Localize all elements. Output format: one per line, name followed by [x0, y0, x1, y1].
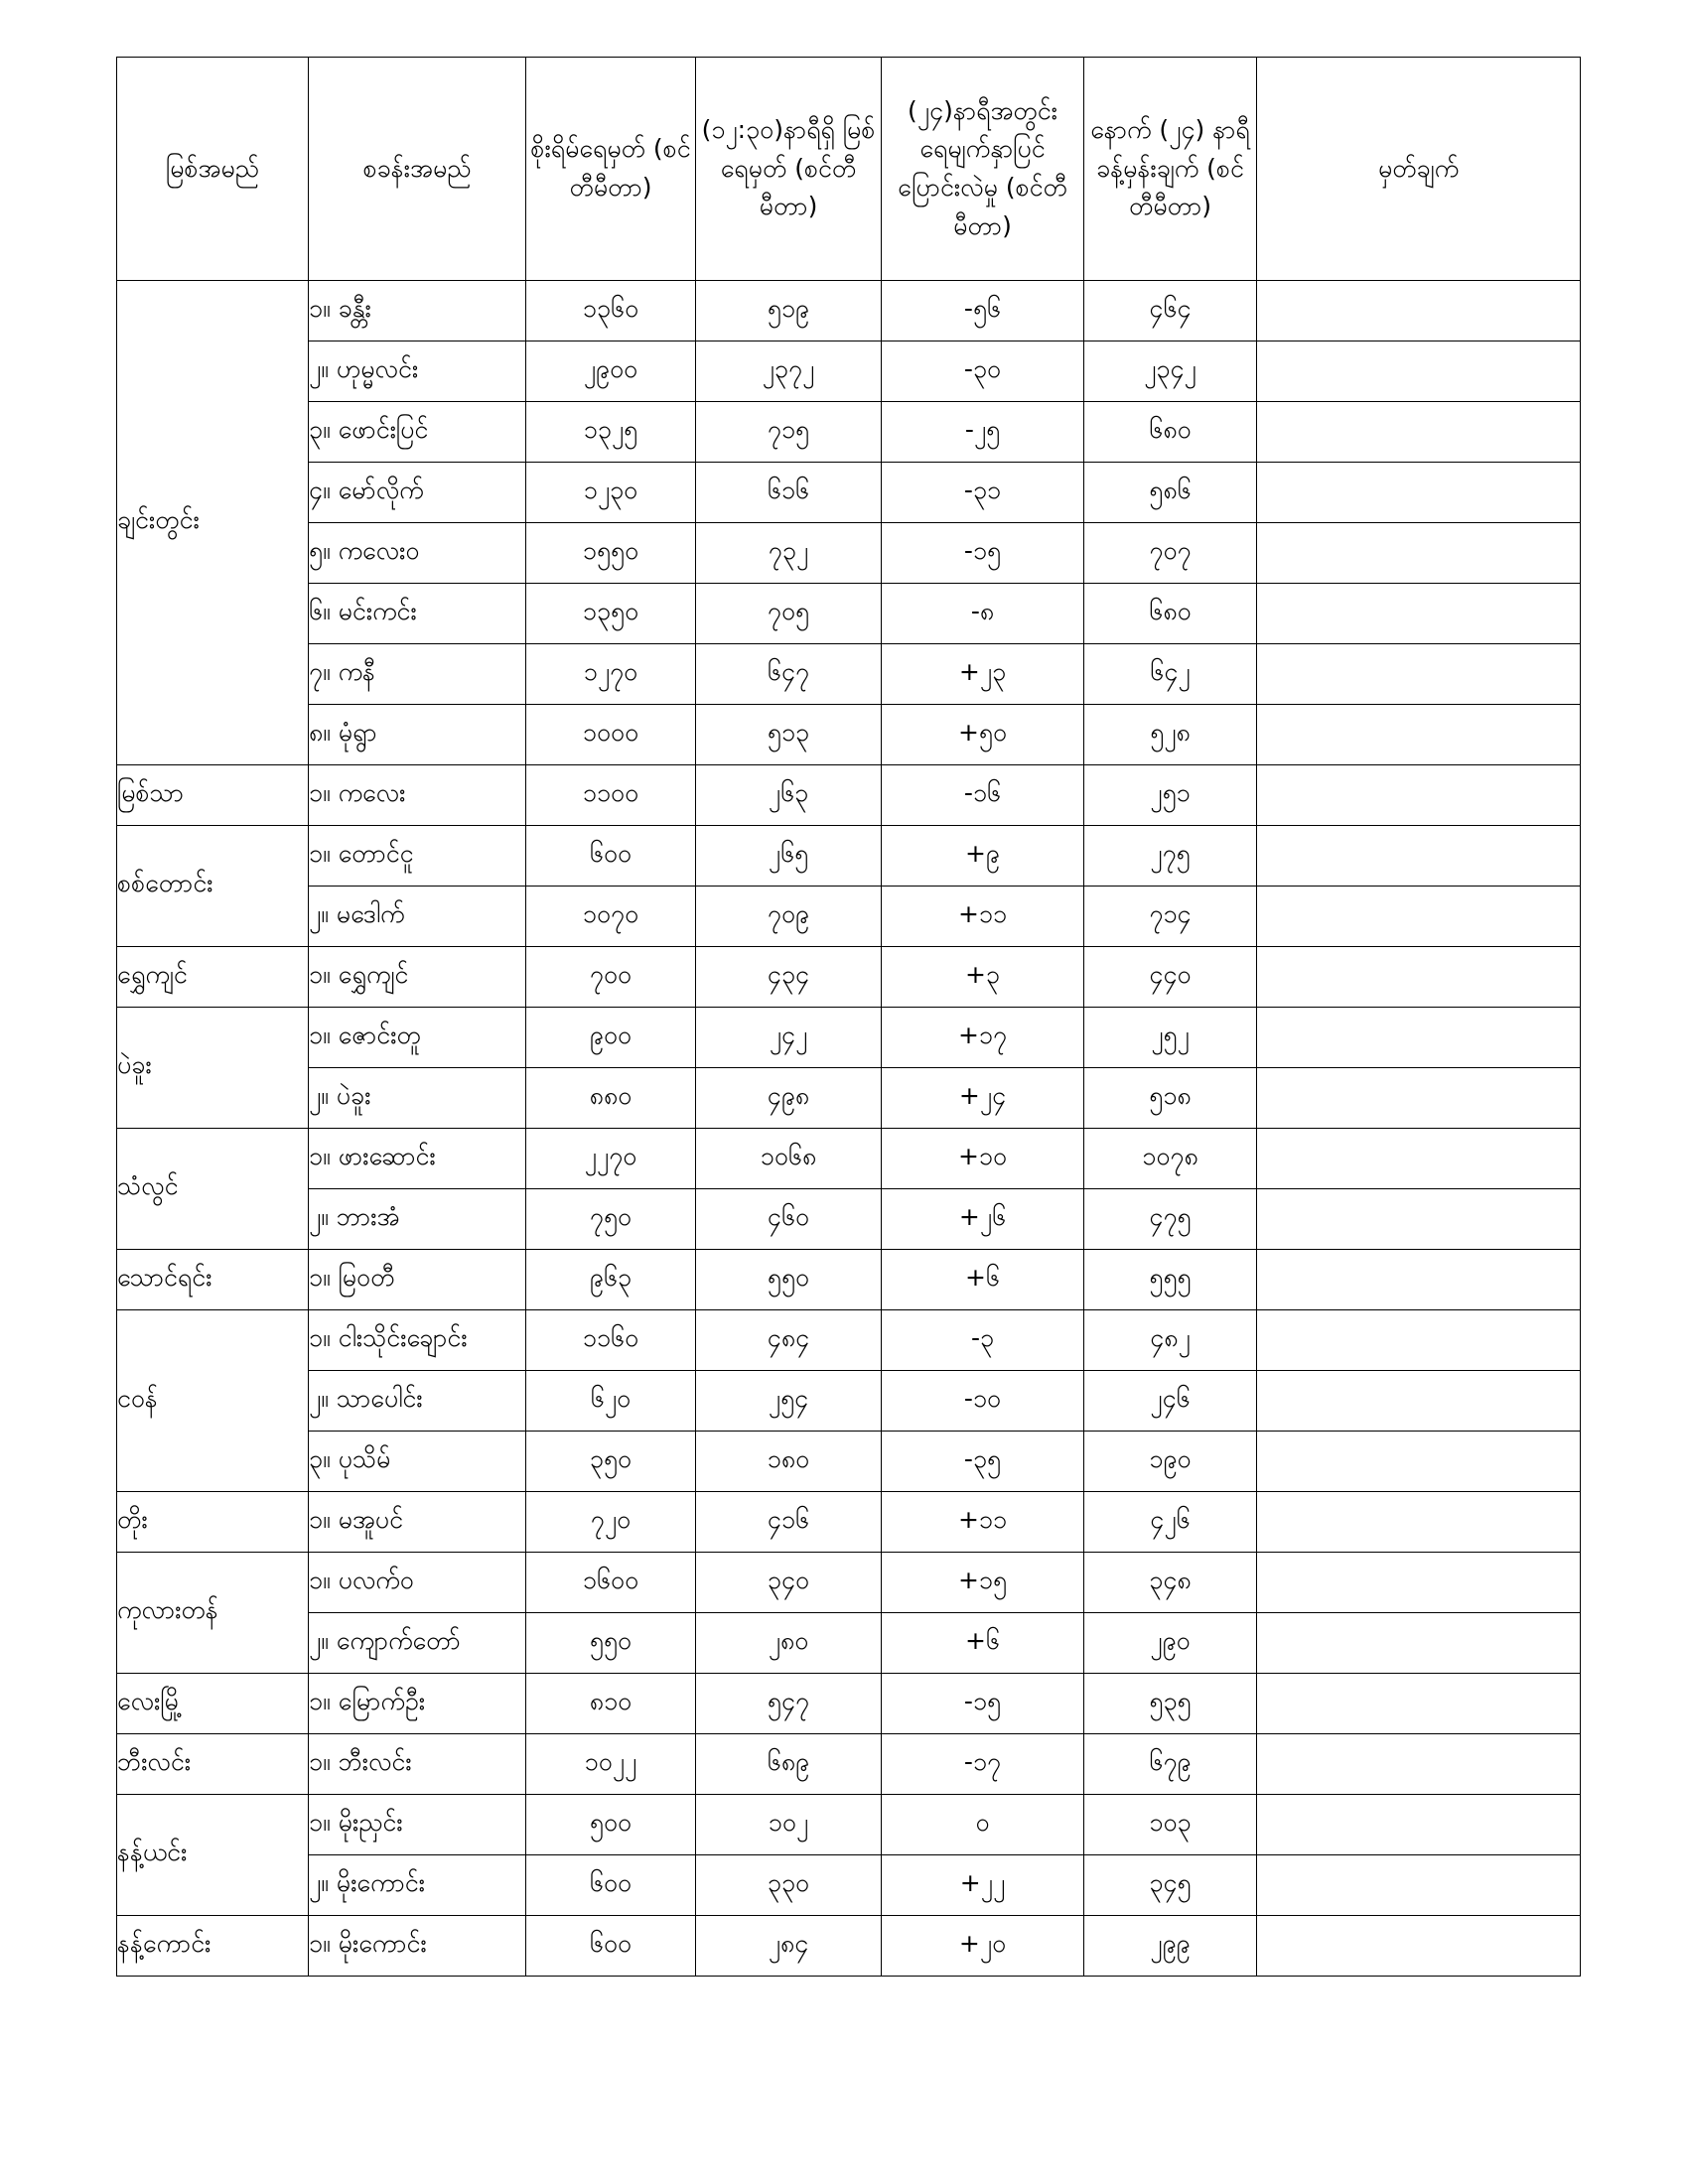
river-name-cell: နန့်ကောင်း [117, 1916, 309, 1977]
current-level-cell: ၄၁၆ [696, 1492, 882, 1553]
remarks-cell [1257, 644, 1581, 705]
current-level-cell: ၄၈၄ [696, 1310, 882, 1371]
forecast-cell: ၂၉၉ [1084, 1916, 1257, 1977]
current-level-cell: ၇၀၅ [696, 584, 882, 644]
current-level-cell: ၅၅၀ [696, 1250, 882, 1310]
remarks-cell [1257, 1613, 1581, 1674]
forecast-cell: ၄၂၆ [1084, 1492, 1257, 1553]
table-row [117, 1674, 1581, 1734]
danger-level-cell: ၅၀၀ [526, 1795, 696, 1855]
danger-level-cell: ၆၀၀ [526, 1916, 696, 1977]
change-cell: -၃၀ [882, 341, 1084, 402]
current-level-cell: ၂၃၇၂ [696, 341, 882, 402]
station-name-cell: ၁။ မြဝတီ [309, 1250, 526, 1310]
remarks-cell [1257, 1432, 1581, 1492]
forecast-cell: ၂၇၅ [1084, 826, 1257, 887]
forecast-cell: ၅၅၅ [1084, 1250, 1257, 1310]
forecast-cell: ၇၀၇ [1084, 523, 1257, 584]
station-name-cell: ၁။ ကလေး [309, 765, 526, 826]
forecast-cell: ၂၄၆ [1084, 1371, 1257, 1432]
station-name-cell: ၁။ မိုးညှင်း [309, 1795, 526, 1855]
forecast-cell: ၃၄၈ [1084, 1553, 1257, 1613]
forecast-cell: ၄၇၅ [1084, 1189, 1257, 1250]
station-name-cell: ၁။ မြောက်ဦး [309, 1674, 526, 1734]
remarks-cell [1257, 1310, 1581, 1371]
change-cell: -၁၀ [882, 1371, 1084, 1432]
current-level-cell: ၂၆၃ [696, 765, 882, 826]
remarks-cell [1257, 523, 1581, 584]
danger-level-cell: ၁၂၃၀ [526, 463, 696, 523]
change-cell: -၁၇ [882, 1734, 1084, 1795]
station-name-cell: ၈။ မုံရွာ [309, 705, 526, 765]
remarks-cell [1257, 1371, 1581, 1432]
current-level-cell: ၆၁၆ [696, 463, 882, 523]
table-row [117, 523, 1581, 584]
change-cell: +၂၀ [882, 1916, 1084, 1977]
station-name-cell: ၁။ ဖားဆောင်း [309, 1129, 526, 1189]
header-24h-change: (၂၄)နာရီအတွင်း ရေမျက်နှာပြင် ပြောင်းလဲမှု (စင်တီမီတာ) [882, 58, 1084, 281]
forecast-cell: ၂၃၄၂ [1084, 341, 1257, 402]
change-cell: -၁၅ [882, 523, 1084, 584]
remarks-cell [1257, 584, 1581, 644]
danger-level-cell: ၇၂၀ [526, 1492, 696, 1553]
table-row [117, 947, 1581, 1008]
forecast-cell: ၆၄၂ [1084, 644, 1257, 705]
header-river: မြစ်အမည် [117, 58, 309, 281]
change-cell: +၂၂ [882, 1855, 1084, 1916]
current-level-cell: ၄၉၈ [696, 1068, 882, 1129]
remarks-cell [1257, 705, 1581, 765]
table-row [117, 1068, 1581, 1129]
station-name-cell: ၁။ ရွှေကျင် [309, 947, 526, 1008]
station-name-cell: ၅။ ကလေးဝ [309, 523, 526, 584]
change-cell: +၂၆ [882, 1189, 1084, 1250]
table-row [117, 1613, 1581, 1674]
river-name-cell: ပဲခူး [117, 1008, 309, 1129]
table-row [117, 1855, 1581, 1916]
station-name-cell: ၂။ မဒေါက် [309, 887, 526, 947]
change-cell: +၆ [882, 1250, 1084, 1310]
table-row [117, 281, 1581, 341]
table-row [117, 463, 1581, 523]
river-name-cell: သောင်ရင်း [117, 1250, 309, 1310]
current-level-cell: ၅၁၃ [696, 705, 882, 765]
table-row [117, 644, 1581, 705]
river-name-cell: ကုလားတန် [117, 1553, 309, 1674]
water-level-table [116, 57, 1581, 1977]
danger-level-cell: ၁၃၂၅ [526, 402, 696, 463]
change-cell: +၉ [882, 826, 1084, 887]
change-cell: -၃၅ [882, 1432, 1084, 1492]
remarks-cell [1257, 463, 1581, 523]
change-cell: -၃၁ [882, 463, 1084, 523]
table-row [117, 1008, 1581, 1068]
forecast-cell: ၅၈၆ [1084, 463, 1257, 523]
current-level-cell: ၅၄၇ [696, 1674, 882, 1734]
station-name-cell: ၂။ ဘားအံ [309, 1189, 526, 1250]
current-level-cell: ၃၄၀ [696, 1553, 882, 1613]
table-row [117, 1432, 1581, 1492]
danger-level-cell: ၁၀၂၂ [526, 1734, 696, 1795]
danger-level-cell: ၂၉၀၀ [526, 341, 696, 402]
table-row [117, 1492, 1581, 1553]
danger-level-cell: ၁၃၅၀ [526, 584, 696, 644]
forecast-cell: ၅၂၈ [1084, 705, 1257, 765]
header-remarks: မှတ်ချက် [1257, 58, 1581, 281]
change-cell: +၂၄ [882, 1068, 1084, 1129]
header-forecast: နောက် (၂၄) နာရီ ခန့်မှန်းချက် (စင်တီမီတာ) [1084, 58, 1257, 281]
change-cell: +၁၁ [882, 1492, 1084, 1553]
header-station: စခန်းအမည် [309, 58, 526, 281]
table-row [117, 1795, 1581, 1855]
current-level-cell: ၂၈၀ [696, 1613, 882, 1674]
change-cell: +၁၀ [882, 1129, 1084, 1189]
change-cell: +၁၇ [882, 1008, 1084, 1068]
header-danger-level: စိုးရိမ်ရေမှတ် (စင်တီမီတာ) [526, 58, 696, 281]
change-cell: -၃ [882, 1310, 1084, 1371]
remarks-cell [1257, 1008, 1581, 1068]
remarks-cell [1257, 402, 1581, 463]
remarks-cell [1257, 826, 1581, 887]
remarks-cell [1257, 1855, 1581, 1916]
table-row [117, 705, 1581, 765]
forecast-cell: ၁၀၇၈ [1084, 1129, 1257, 1189]
station-name-cell: ၁။ တောင်ငူ [309, 826, 526, 887]
remarks-cell [1257, 1674, 1581, 1734]
danger-level-cell: ၇၅၀ [526, 1189, 696, 1250]
river-name-cell: သံလွင် [117, 1129, 309, 1250]
forecast-cell: ၂၅၁ [1084, 765, 1257, 826]
river-name-cell: ငဝန် [117, 1310, 309, 1492]
current-level-cell: ၂၈၄ [696, 1916, 882, 1977]
change-cell: +၆ [882, 1613, 1084, 1674]
station-name-cell: ၄။ မော်လိုက် [309, 463, 526, 523]
table-row [117, 1916, 1581, 1977]
remarks-cell [1257, 765, 1581, 826]
current-level-cell: ၂၄၂ [696, 1008, 882, 1068]
table-row [117, 1310, 1581, 1371]
danger-level-cell: ၇၀၀ [526, 947, 696, 1008]
station-name-cell: ၁။ မအူပင် [309, 1492, 526, 1553]
station-name-cell: ၂။ မိုးကောင်း [309, 1855, 526, 1916]
change-cell: -၁၅ [882, 1674, 1084, 1734]
forecast-cell: ၁၀၃ [1084, 1795, 1257, 1855]
change-cell: +၂၃ [882, 644, 1084, 705]
header-row [117, 58, 1581, 281]
station-name-cell: ၆။ မင်းကင်း [309, 584, 526, 644]
remarks-cell [1257, 1189, 1581, 1250]
river-name-cell: တိုး [117, 1492, 309, 1553]
table-row [117, 826, 1581, 887]
change-cell: -၁၆ [882, 765, 1084, 826]
current-level-cell: ၇၁၅ [696, 402, 882, 463]
river-name-cell: မြစ်သာ [117, 765, 309, 826]
danger-level-cell: ၂၂၇၀ [526, 1129, 696, 1189]
danger-level-cell: ၁၁၆၀ [526, 1310, 696, 1371]
remarks-cell [1257, 341, 1581, 402]
remarks-cell [1257, 947, 1581, 1008]
table-row [117, 1250, 1581, 1310]
forecast-cell: ၄၆၄ [1084, 281, 1257, 341]
remarks-cell [1257, 887, 1581, 947]
table-row [117, 402, 1581, 463]
danger-level-cell: ၈၁၀ [526, 1674, 696, 1734]
table-row [117, 1734, 1581, 1795]
river-name-cell: ချင်းတွင်း [117, 281, 309, 765]
current-level-cell: ၆၄၇ [696, 644, 882, 705]
current-level-cell: ၂၆၅ [696, 826, 882, 887]
table-row [117, 341, 1581, 402]
station-name-cell: ၁။ ဇောင်းတူ [309, 1008, 526, 1068]
river-name-cell: လေးမြို့ [117, 1674, 309, 1734]
change-cell: +၁၅ [882, 1553, 1084, 1613]
table-row [117, 765, 1581, 826]
table-row [117, 1553, 1581, 1613]
danger-level-cell: ၆၀၀ [526, 1855, 696, 1916]
station-name-cell: ၂။ သာပေါင်း [309, 1371, 526, 1432]
danger-level-cell: ၆၂၀ [526, 1371, 696, 1432]
danger-level-cell: ၃၅၀ [526, 1432, 696, 1492]
table-row [117, 1371, 1581, 1432]
station-name-cell: ၂။ ကျောက်တော် [309, 1613, 526, 1674]
station-name-cell: ၂။ ပဲခူး [309, 1068, 526, 1129]
change-cell: ၀ [882, 1795, 1084, 1855]
forecast-cell: ၆၈၀ [1084, 402, 1257, 463]
change-cell: +၅၀ [882, 705, 1084, 765]
current-level-cell: ၇၀၉ [696, 887, 882, 947]
current-level-cell: ၄၆၀ [696, 1189, 882, 1250]
station-name-cell: ၃။ ဖောင်းပြင် [309, 402, 526, 463]
danger-level-cell: ၁၃၆၀ [526, 281, 696, 341]
change-cell: -၅၆ [882, 281, 1084, 341]
danger-level-cell: ၅၅၀ [526, 1613, 696, 1674]
forecast-cell: ၄၈၂ [1084, 1310, 1257, 1371]
current-level-cell: ၆၈၉ [696, 1734, 882, 1795]
forecast-cell: ၂၅၂ [1084, 1008, 1257, 1068]
current-level-cell: ၁၈၀ [696, 1432, 882, 1492]
remarks-cell [1257, 1916, 1581, 1977]
danger-level-cell: ၉၀၀ [526, 1008, 696, 1068]
danger-level-cell: ၆၀၀ [526, 826, 696, 887]
change-cell: +၃ [882, 947, 1084, 1008]
current-level-cell: ၇၃၂ [696, 523, 882, 584]
table-row [117, 887, 1581, 947]
table-row [117, 1129, 1581, 1189]
change-cell: -၂၅ [882, 402, 1084, 463]
forecast-cell: ၆၈၀ [1084, 584, 1257, 644]
danger-level-cell: ၉၆၃ [526, 1250, 696, 1310]
remarks-cell [1257, 1553, 1581, 1613]
remarks-cell [1257, 1734, 1581, 1795]
danger-level-cell: ၁၂၇၀ [526, 644, 696, 705]
current-level-cell: ၂၅၄ [696, 1371, 882, 1432]
station-name-cell: ၁။ ပလက်ဝ [309, 1553, 526, 1613]
current-level-cell: ၁၀၂ [696, 1795, 882, 1855]
station-name-cell: ၁။ ခန္တီး [309, 281, 526, 341]
danger-level-cell: ၁၀၇၀ [526, 887, 696, 947]
station-name-cell: ၃။ ပုသိမ် [309, 1432, 526, 1492]
forecast-cell: ၇၁၄ [1084, 887, 1257, 947]
forecast-cell: ၅၁၈ [1084, 1068, 1257, 1129]
station-name-cell: ၁။ ဘီးလင်း [309, 1734, 526, 1795]
forecast-cell: ၃၄၅ [1084, 1855, 1257, 1916]
current-level-cell: ၄၃၄ [696, 947, 882, 1008]
change-cell: -၈ [882, 584, 1084, 644]
table-row [117, 584, 1581, 644]
station-name-cell: ၇။ ကနီ [309, 644, 526, 705]
river-name-cell: နန့်ယင်း [117, 1795, 309, 1916]
remarks-cell [1257, 1795, 1581, 1855]
danger-level-cell: ၈၈၀ [526, 1068, 696, 1129]
danger-level-cell: ၁၁၀၀ [526, 765, 696, 826]
current-level-cell: ၁၀၆၈ [696, 1129, 882, 1189]
header-current-level: (၁၂:၃၀)နာရီရှိ မြစ်ရေမှတ် (စင်တီမီတာ) [696, 58, 882, 281]
current-level-cell: ၅၁၉ [696, 281, 882, 341]
danger-level-cell: ၁၅၅၀ [526, 523, 696, 584]
remarks-cell [1257, 1250, 1581, 1310]
forecast-cell: ၅၃၅ [1084, 1674, 1257, 1734]
station-name-cell: ၂။ ဟုမ္မလင်း [309, 341, 526, 402]
station-name-cell: ၁။ မိုးကောင်း [309, 1916, 526, 1977]
river-name-cell: ဘီးလင်း [117, 1734, 309, 1795]
danger-level-cell: ၁၆၀၀ [526, 1553, 696, 1613]
danger-level-cell: ၁၀၀၀ [526, 705, 696, 765]
river-name-cell: စစ်တောင်း [117, 826, 309, 947]
forecast-cell: ၁၉၀ [1084, 1432, 1257, 1492]
current-level-cell: ၃၃၀ [696, 1855, 882, 1916]
forecast-cell: ၄၄၀ [1084, 947, 1257, 1008]
station-name-cell: ၁။ ငါးသိုင်းချောင်း [309, 1310, 526, 1371]
remarks-cell [1257, 1129, 1581, 1189]
remarks-cell [1257, 1068, 1581, 1129]
remarks-cell [1257, 281, 1581, 341]
river-name-cell: ရွှေကျင် [117, 947, 309, 1008]
forecast-cell: ၂၉၀ [1084, 1613, 1257, 1674]
table-row [117, 1189, 1581, 1250]
change-cell: +၁၁ [882, 887, 1084, 947]
remarks-cell [1257, 1492, 1581, 1553]
forecast-cell: ၆၇၉ [1084, 1734, 1257, 1795]
